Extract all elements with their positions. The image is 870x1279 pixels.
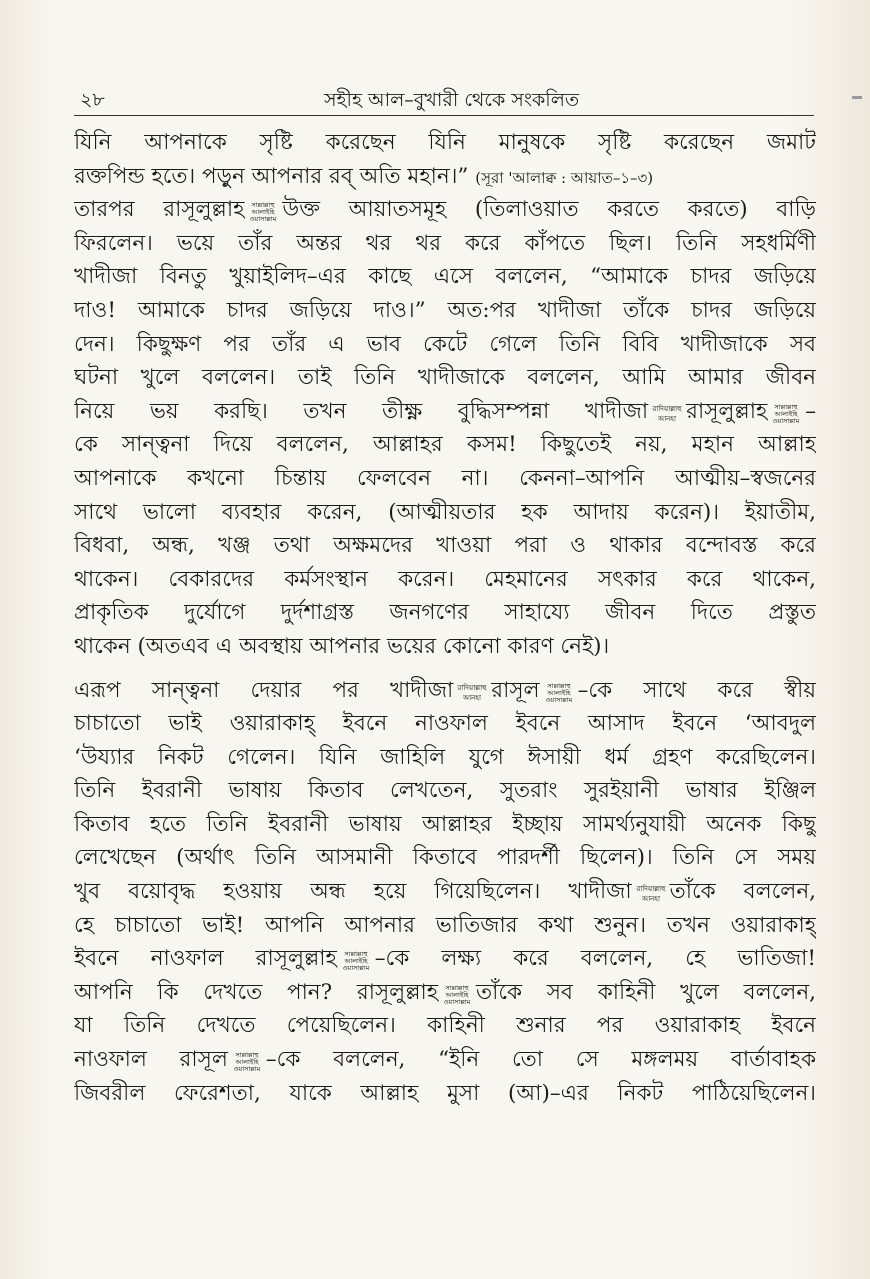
salallahu-alaihi-wasallam-icon bbox=[542, 680, 576, 702]
svg-text:সাল্লাল্লাহু: সাল্লাল্লাহু bbox=[546, 681, 571, 690]
svg-text:আলাইহি: আলাইহি bbox=[235, 1058, 259, 1067]
svg-text:ওয়াসাল্লাম: ওয়াসাল্লাম bbox=[443, 997, 471, 1005]
text-line: রক্তপিন্ড হতে। পড়ুন আপনার রব্ অতি মহান।” (সূরা 'আলাক্ব : আয়াত–১–৩) bbox=[74, 163, 654, 189]
svg-text:আলাইহি: আলাইহি bbox=[547, 688, 571, 697]
text-line: লেখেছেন (অর্থাৎ তিনি আসমানী কিতাবে পারদর্শী ছিলেন)। তিনি সে সময় bbox=[74, 845, 816, 871]
svg-text:আনহা: আনহা bbox=[641, 895, 660, 904]
text-line: ‘উয্যার নিকট গেলেন। যিনি জাহিলি যুগে ঈসায়ী ধর্ম গ্রহণ করেছিলেন। bbox=[74, 744, 816, 770]
text-line: তিনি ইবরানী ভাষায় কিতাব লেখতেন, সুতরাং সুরইয়ানী ভাষার ইঞ্জিল bbox=[74, 778, 816, 804]
page-number: ২৮ bbox=[80, 89, 105, 111]
page-edge-mark bbox=[852, 96, 862, 99]
text-line: কে সান্ত্বনা দিয়ে বললেন, আল্লাহর কসম! কিছুতেই নয়, মহান আল্লাহ bbox=[74, 432, 816, 458]
text-line: আপনাকে কখনো চিন্তায় ফেলবেন না। কেননা–আপনি আত্মীয়–স্বজনের bbox=[74, 465, 816, 491]
text-line: দেন। কিছুক্ষণ পর তাঁর এ ভাব কেটে গেলে তিনি বিবি খাদীজাকে সব bbox=[74, 331, 816, 357]
text-line: কিতাব হতে তিনি ইবরানী ভাষায় আল্লাহর ইচ্ছায় সামর্থ্যনুযায়ী অনেক কিছু bbox=[74, 811, 816, 837]
svg-text:আলাইহি: আলাইহি bbox=[251, 208, 275, 217]
salallahu-alaihi-wasallam-icon bbox=[440, 982, 474, 1004]
text-line: ফিরলেন। ভয়ে তাঁর অন্তর থর থর করে কাঁপতে ছিল। তিনি সহধর্মিণী bbox=[74, 230, 816, 256]
radiallahu-anha-icon bbox=[650, 401, 684, 423]
text-line: জিবরীল ফেরেশতা, যাকে আল্লাহ মুসা (আ)–এর নিকট পাঠিয়েছিলেন। bbox=[74, 1080, 816, 1106]
text-line: ইবনে নাওফাল রাসূলুল্লাহ সাল্লাল্লাহু আলাইহি ওয়াসাল্লাম –কে লক্ষ্য করে বললেন, হে ভাতিজা! bbox=[74, 946, 816, 972]
salallahu-alaihi-wasallam-icon bbox=[246, 199, 280, 221]
svg-text:রাদিয়াল্লাহু: রাদিয়াল্লাহু bbox=[457, 683, 487, 692]
text-line: নাওফাল রাসূল সাল্লাল্লাহু আলাইহি ওয়াসাল্লাম –কে বললেন, “ইনি তো সে মঙ্গলময় বার্তাবাহক bbox=[74, 1047, 816, 1073]
svg-text:সাল্লাল্লাহু: সাল্লাল্লাহু bbox=[251, 201, 276, 210]
svg-text:ওয়াসাল্লাম: ওয়াসাল্লাম bbox=[342, 964, 370, 972]
text-line: সাথে ভালো ব্যবহার করেন, (আত্মীয়তার হক আদায় করেন)। ইয়াতীম, bbox=[74, 499, 816, 525]
svg-text:সাল্লাল্লাহু: সাল্লাল্লাহু bbox=[235, 1051, 259, 1060]
radiallahu-anha-icon bbox=[455, 680, 489, 702]
svg-text:ওয়াসাল্লাম: ওয়াসাল্লাম bbox=[545, 695, 572, 703]
salallahu-alaihi-wasallam-icon bbox=[230, 1049, 264, 1071]
svg-text:আনহা: আনহা bbox=[658, 414, 677, 423]
svg-text:আলাইহি: আলাইহি bbox=[445, 990, 469, 999]
quran-citation: (সূরা 'আলাক্ব : আয়াত–১–৩) bbox=[475, 168, 654, 187]
text-line: যিনি আপনাকে সৃষ্টি করেছেন যিনি মানুষকে সৃষ্টি করেছেন জমাট bbox=[74, 130, 816, 155]
text-line: খুব বয়োবৃদ্ধ হওয়ায় অন্ধ হয়ে গিয়েছিলেন। খাদীজা রাদিয়াল্লাহু আনহা তাঁকে বললেন, bbox=[74, 879, 816, 905]
salallahu-alaihi-wasallam-icon bbox=[769, 401, 803, 423]
text-line: যা তিনি দেখতে পেয়েছিলেন। কাহিনী শুনার পর ওয়ারাকাহ ইবনে bbox=[74, 1013, 816, 1039]
text-line: চাচাতো ভাই ওয়ারাকাহ্ ইবনে নাওফাল ইবনে আসাদ ইবনে ‘আবদুল bbox=[74, 711, 816, 737]
svg-text:আনহা: আনহা bbox=[463, 693, 482, 702]
svg-text:সাল্লাল্লাহু: সাল্লাল্লাহু bbox=[774, 402, 798, 411]
text-line: থাকেন (অতএব এ অবস্থায় আপনার ভয়ের কোনো কারণ নেই)। bbox=[74, 633, 610, 659]
svg-text:ওয়াসাল্লাম: ওয়াসাল্লাম bbox=[249, 215, 277, 223]
text-line: হে চাচাতো ভাই! আপনি আপনার ভাতিজার কথা শুনুন। তখন ওয়ারাকাহ্ bbox=[74, 912, 816, 938]
book-title: সহীহ আল–বুখারী থেকে সংকলিত bbox=[324, 89, 580, 111]
svg-text:ওয়াসাল্লাম: ওয়াসাল্লাম bbox=[233, 1065, 261, 1073]
svg-text:সাল্লাল্লাহু: সাল্লাল্লাহু bbox=[344, 950, 368, 959]
salallahu-alaihi-wasallam-icon bbox=[339, 948, 373, 970]
text-line: নিয়ে ভয় করছি। তখন তীক্ষ্ণ বুদ্ধিসম্পন্না খাদীজা রাদিয়াল্লাহু আনহা রাসূলুল্লাহ সাল্লাল্লাহু আলাইহি ওয়াসাল্লাম – bbox=[74, 398, 816, 424]
text-line: প্রাকৃতিক দুর্যোগে দুর্দশাগ্রস্ত জনগণের সাহায্যে জীবন দিতে প্রস্তুত bbox=[74, 600, 816, 626]
svg-text:রাদিয়াল্লাহু: রাদিয়াল্লাহু bbox=[652, 404, 682, 413]
svg-text:আলাইহি: আলাইহি bbox=[344, 957, 368, 966]
page-header bbox=[74, 82, 814, 116]
text-line: খাদীজা বিনতু খুয়াইলিদ–এর কাছে এসে বললেন, “আমাকে চাদর জড়িয়ে bbox=[74, 264, 816, 290]
svg-text:ওয়াসাল্লাম: ওয়াসাল্লাম bbox=[772, 416, 800, 424]
svg-text:আলাইহি: আলাইহি bbox=[774, 409, 798, 418]
header-rule bbox=[74, 115, 814, 116]
radiallahu-anha-icon bbox=[634, 881, 668, 903]
text-line: তারপর রাসূলুল্লাহ সাল্লাল্লাহু আলাইহি ওয়াসাল্লাম উক্ত আয়াতসমূহ (তিলাওয়াত করতে করতে) বাড়ি bbox=[74, 197, 816, 223]
text-line: আপনি কি দেখতে পান? রাসূলুল্লাহ সাল্লাল্লাহু আলাইহি ওয়াসাল্লাম তাঁকে সব কাহিনী খুলে বললেন, bbox=[74, 979, 816, 1005]
svg-text:রাদিয়াল্লাহু: রাদিয়াল্লাহু bbox=[635, 885, 666, 894]
text-line: থাকেন। বেকারদের কর্মসংস্থান করেন। মেহমানের সৎকার করে থাকেন, bbox=[74, 566, 816, 592]
text-line: বিধবা, অন্ধ, খঞ্জ তথা অক্ষমদের খাওয়া পরা ও থাকার বন্দোবস্ত করে bbox=[74, 533, 816, 559]
text-line: এরূপ সান্ত্বনা দেয়ার পর খাদীজা রাদিয়াল্লাহু আনহা রাসূল সাল্লাল্লাহু আলাইহি ওয়াসাল্লাম –কে সাথে করে স্বীয় bbox=[74, 677, 816, 703]
page-body bbox=[74, 126, 816, 1110]
text-line: দাও! আমাকে চাদর জড়িয়ে দাও।” অত:পর খাদীজা তাঁকে চাদর জড়িয়ে bbox=[74, 297, 816, 323]
text-line: ঘটনা খুলে বললেন। তাই তিনি খাদীজাকে বললেন, আমি আমার জীবন bbox=[74, 365, 816, 391]
svg-text:সাল্লাল্লাহু: সাল্লাল্লাহু bbox=[445, 983, 469, 992]
